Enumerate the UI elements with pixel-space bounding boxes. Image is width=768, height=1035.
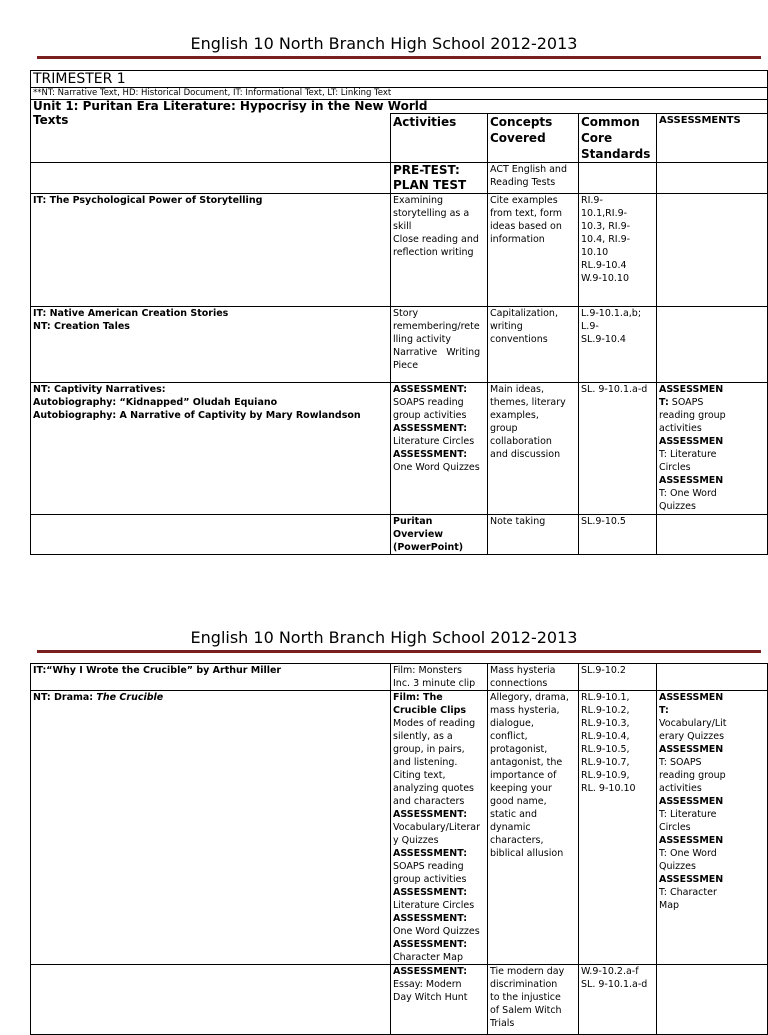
- table-row: [31, 163, 768, 194]
- page-header-1: English 10 North Branch High School 2012-2013: [190, 34, 578, 53]
- cell-activities: Film: The Crucible Clips Modes of reading silently, as a group, in pairs, and listening. Citing text, analyzing quotes and characters ASSESSMENT: Vocabulary/Literar y Quizzes ASSESSMENT: SOAPS reading group activities ASSESSMENT: Literature Circles ASSESSMENT: One Word Quizzes ASSESSMENT: Character Map: [391, 691, 488, 965]
- cell-ccss: SL.9-10.2: [579, 664, 657, 691]
- cell-ccss: W.9-10.2.a-f SL. 9-10.1.a-d: [579, 965, 657, 1035]
- table-row: [31, 691, 768, 965]
- col-header-concepts: Concepts Covered: [488, 114, 579, 163]
- cell-activities: PRE-TEST: PLAN TEST: [391, 163, 488, 194]
- table-row: [31, 515, 768, 555]
- cell-activities: ASSESSMENT: SOAPS reading group activities ASSESSMENT: Literature Circles ASSESSMENT: One Word Quizzes: [391, 383, 488, 515]
- table-row: [31, 307, 768, 383]
- cell-concepts: Tie modern day discrimination to the injustice of Salem Witch Trials: [488, 965, 579, 1035]
- col-header-texts: Texts: [31, 114, 391, 163]
- table-row: [31, 664, 768, 691]
- cell-concepts: Mass hysteria connections: [488, 664, 579, 691]
- cell-concepts: ACT English and Reading Tests: [488, 163, 579, 194]
- cell-concepts: Main ideas, themes, literary examples, group collaboration and discussion: [488, 383, 579, 515]
- cell-assessments: ASSESSMEN T: Vocabulary/Lit erary Quizzes ASSESSMEN T: SOAPS reading group activities ASSESSMEN T: Literature Circles ASSESSMEN T: One Word Quizzes ASSESSMEN T: Character Map: [657, 691, 768, 965]
- col-header-activities: Activities: [391, 114, 488, 163]
- legend-text: **NT: Narrative Text, HD: Historical Document, IT: Informational Text, LT: Linking Text: [31, 88, 768, 100]
- table-row: [31, 194, 768, 307]
- cell-activities: ASSESSMENT: Essay: Modern Day Witch Hunt: [391, 965, 488, 1035]
- cell-texts: [31, 515, 391, 555]
- cell-texts: IT:“Why I Wrote the Crucible” by Arthur Miller: [31, 664, 391, 691]
- cell-concepts: Cite examples from text, form ideas based on information: [488, 194, 579, 307]
- cell-activities: Examining storytelling as a skill Close reading and reflection writing: [391, 194, 488, 307]
- cell-concepts: Capitalization, writing conventions: [488, 307, 579, 383]
- cell-texts: NT: Drama: The Crucible: [31, 691, 391, 965]
- header-rule-2: [37, 650, 761, 653]
- cell-texts: IT: The Psychological Power of Storytelling: [31, 194, 391, 307]
- curriculum-table-2: [30, 663, 768, 1035]
- cell-assessments: [657, 664, 768, 691]
- col-header-assessments: ASSESSMENTS: [657, 114, 768, 163]
- trimester-title: TRIMESTER 1: [31, 71, 768, 88]
- cell-texts: [31, 965, 391, 1035]
- unit-title: Unit 1: Puritan Era Literature: Hypocrisy in the New World: [31, 100, 768, 114]
- header-rule-1: [37, 56, 761, 59]
- cell-ccss: RI.9- 10.1,RI.9- 10.3, RI.9- 10.4, RI.9- 10.10 RL.9-10.4 W.9-10.10: [579, 194, 657, 307]
- cell-texts: [31, 163, 391, 194]
- cell-ccss: RL.9-10.1, RL.9-10.2, RL.9-10.3, RL.9-10.4, RL.9-10.5, RL.9-10.7, RL.9-10.9, RL. 9-10.10: [579, 691, 657, 965]
- cell-texts: NT: Captivity Narratives: Autobiography: “Kidnapped” Oludah Equiano Autobiography: A Narrative of Captivity by Mary Rowlandson: [31, 383, 391, 515]
- cell-activities: Puritan Overview (PowerPoint): [391, 515, 488, 555]
- cell-activities: Story remembering/rete lling activity Narrative Writing Piece: [391, 307, 488, 383]
- cell-ccss: SL.9-10.5: [579, 515, 657, 555]
- col-header-ccss: Common Core Standards: [579, 114, 657, 163]
- cell-ccss: [579, 163, 657, 194]
- table-row: [31, 965, 768, 1035]
- cell-assessments: [657, 194, 768, 307]
- cell-texts: IT: Native American Creation Stories NT: Creation Tales: [31, 307, 391, 383]
- curriculum-table-1: [30, 70, 768, 555]
- page-header-2: English 10 North Branch High School 2012-2013: [190, 628, 578, 647]
- cell-activities: Film: Monsters Inc. 3 minute clip: [391, 664, 488, 691]
- cell-assessments: [657, 965, 768, 1035]
- cell-concepts: Note taking: [488, 515, 579, 555]
- table-row: [31, 383, 768, 515]
- cell-ccss: SL. 9-10.1.a-d: [579, 383, 657, 515]
- cell-assessments: [657, 307, 768, 383]
- cell-assessments: ASSESSMEN T: SOAPS reading group activities ASSESSMEN T: Literature Circles ASSESSMEN T: One Word Quizzes: [657, 383, 768, 515]
- cell-assessments: [657, 515, 768, 555]
- cell-concepts: Allegory, drama, mass hysteria, dialogue, conflict, protagonist, antagonist, the importance of keeping your good name, static and dynamic characters, biblical allusion: [488, 691, 579, 965]
- cell-ccss: L.9-10.1.a,b; L.9- SL.9-10.4: [579, 307, 657, 383]
- cell-assessments: [657, 163, 768, 194]
